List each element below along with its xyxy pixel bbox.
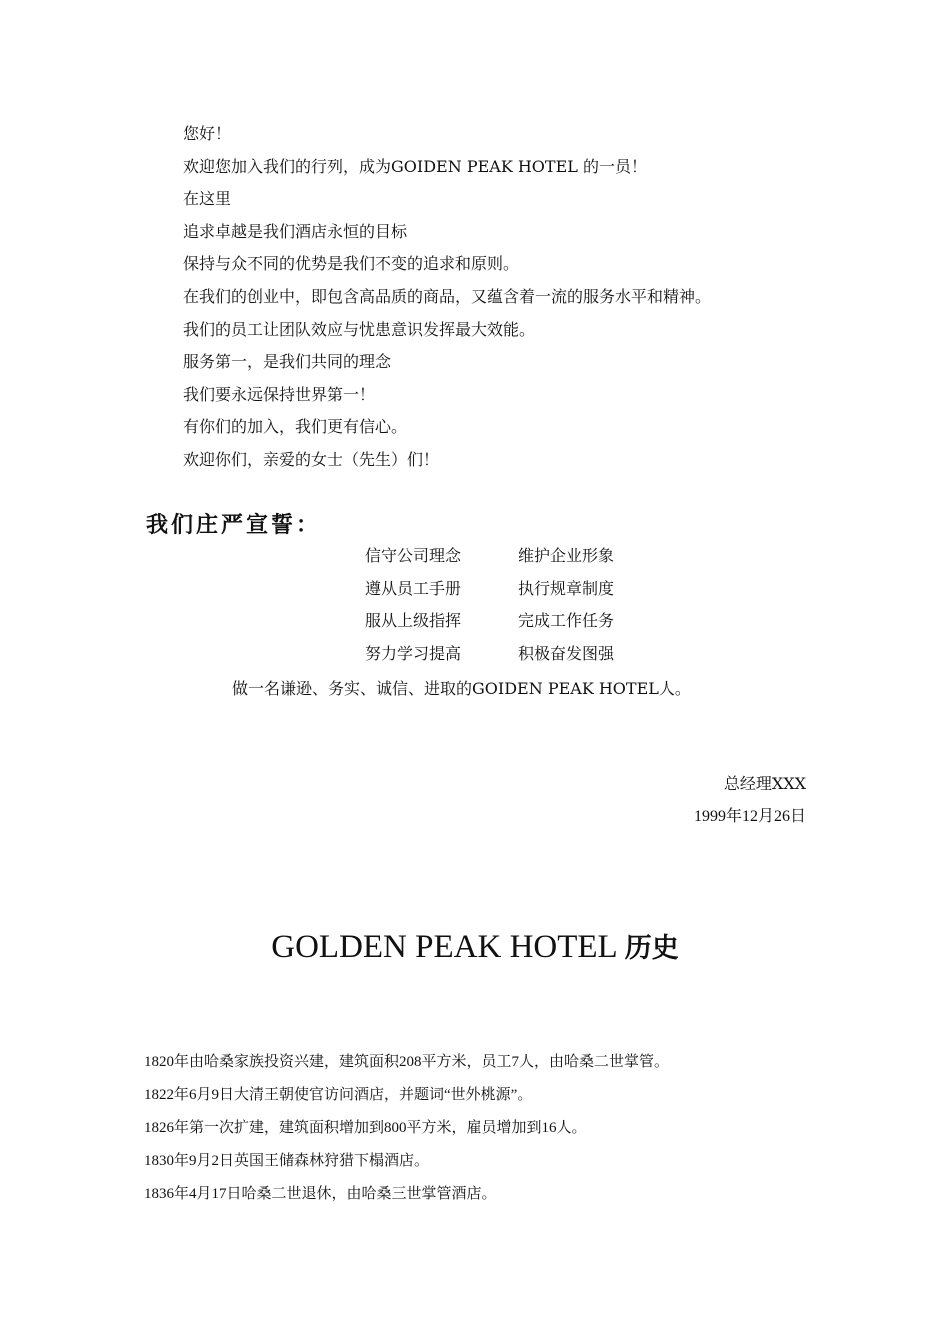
oath-closing: 做一名谦逊、务实、诚信、进取的GOIDEN PEAK HOTEL人。: [232, 679, 691, 698]
oath-row: [365, 641, 614, 674]
letter-line: 欢迎您加入我们的行列，成为GOIDEN PEAK HOTEL 的一员！: [183, 156, 647, 176]
history-item: 1826年第一次扩建，建筑面积增加到800平方米，雇员增加到16人。: [144, 1120, 587, 1137]
oath-phrase: 维护企业形象: [518, 546, 615, 565]
oath-phrase: 遵从员工手册: [365, 578, 462, 598]
signature-manager: 总经理XXX: [723, 774, 806, 793]
oath-phrase: 服从上级指挥: [365, 611, 462, 631]
letter-line: 有你们的加入，我们更有信心。: [183, 417, 408, 437]
oath-phrase: 完成工作任务: [518, 611, 615, 631]
history-item: 1836年4月17日哈桑二世退休，由哈桑三世掌管酒店。: [144, 1186, 497, 1203]
signature-date: 1999年12月26日: [693, 808, 806, 825]
letter-line: 我们要永远保持世界第一！: [183, 384, 376, 404]
oath-phrase: 执行规章制度: [518, 578, 615, 598]
oath-heading: 我们庄严宣誓：: [146, 512, 322, 538]
letter-line: 欢迎你们，亲爱的女士（先生）们！: [183, 449, 440, 469]
history-title: [0, 922, 950, 973]
letter-line: 我们的员工让团队效应与忧患意识发挥最大效能。: [183, 319, 536, 339]
history-item: 1822年6月9日大清王朝使官访问酒店，并题词“世外桃源”。: [144, 1087, 533, 1104]
history-item: 1820年由哈桑家族投资兴建，建筑面积208平方米，员工7人，由哈桑二世掌管。: [144, 1054, 670, 1070]
oath-row: [365, 543, 614, 576]
letter-line: 您好！: [183, 124, 232, 143]
history-list: [144, 1049, 669, 1214]
letter-line: 在我们的创业中，即包含高品质的商品，又蕴含着一流的服务水平和精神。: [183, 286, 712, 306]
history-title-cn: 历史: [624, 933, 679, 963]
oath-table: [365, 543, 614, 673]
oath-row: [365, 608, 614, 641]
oath-phrase: 积极奋发图强: [518, 643, 615, 663]
welcome-letter: [183, 121, 823, 480]
history-title-en: GOLDEN PEAK HOTEL: [271, 929, 617, 965]
history-item: 1830年9月2日英国王储森林狩猎下榻酒店。: [144, 1153, 430, 1170]
oath-phrase: 信守公司理念: [365, 546, 462, 565]
letter-line: 保持与众不同的优势是我们不变的追求和原则。: [183, 254, 520, 274]
oath-phrase: 努力学习提高: [365, 643, 462, 663]
letter-line: 在这里: [183, 189, 232, 209]
oath-row: [365, 576, 614, 609]
letter-line: 追求卓越是我们酒店永恒的目标: [183, 221, 408, 241]
letter-line: 服务第一，是我们共同的理念: [183, 352, 392, 372]
